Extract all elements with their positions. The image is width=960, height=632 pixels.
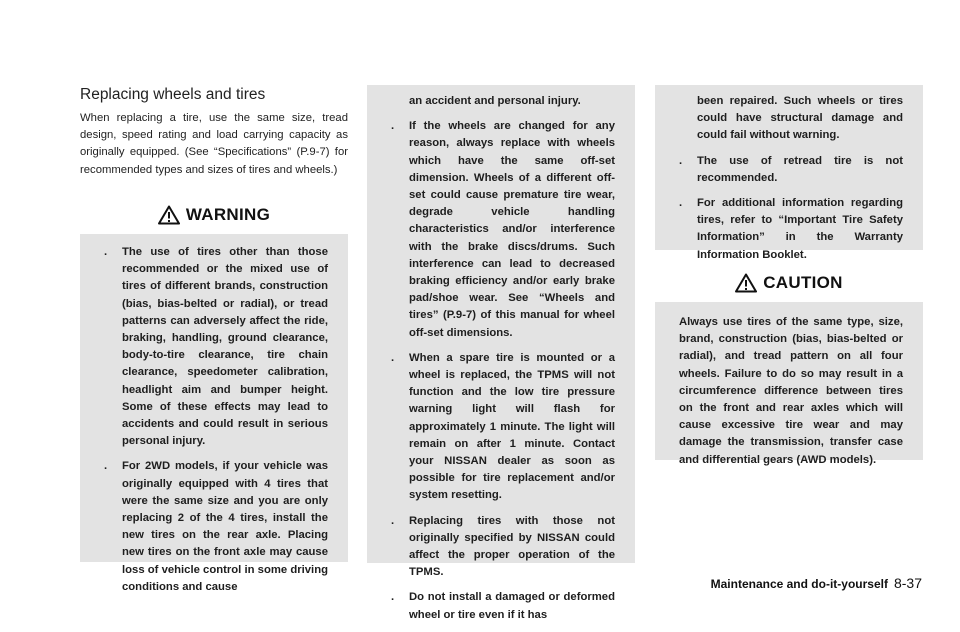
warning-box-col1 <box>80 196 348 593</box>
warning-triangle-icon <box>158 205 180 225</box>
warning-item: . Replacing tires with those not originally specified by NISSAN could affect the proper operation of the TPMS. <box>391 514 615 579</box>
caution-triangle-icon <box>735 273 757 293</box>
page-footer <box>711 575 922 591</box>
warning-box-col2 <box>367 85 635 621</box>
warning-item: . For additional information regarding tires, refer to “Important Tire Safety Information” in the Warranty Information Booklet. <box>679 197 903 261</box>
warning-title: WARNING <box>185 205 271 224</box>
warning-item: . Do not install a damaged or deformed wheel or tire even if it has <box>391 591 615 621</box>
warning-item: . For 2WD models, if your vehicle was originally equipped with 4 tires that were the same size and you are only replacing 2 of the 4 tires, install the new tires on the rear axle. Placing new tires on the front axle may cause loss of vehicle control in some driving conditions and cause <box>104 460 328 593</box>
warning-item: . The use of tires other than those recommended or the mixed use of tires of different brands, construction (bias, bias-belted or radial), or tread patterns can adversely affect the ride, braking, handling, ground clearance, body-to-tire clearance, tire chain clearance, speedometer calibration, headlight aim and bumper height. Some of these effects may lead to accidents and could result in serious personal injury. <box>104 246 328 448</box>
warning-item: . When a spare tire is mounted or a wheel is replaced, the TPMS will not function and the low tire pressure warning light will flash for approximately 1 minute. The light will remain on after 1 minute. Contact your NISSAN dealer as soon as possible for tire replacement and/or system resetting. <box>391 351 615 502</box>
footer-section-title: Maintenance and do-it-yourself <box>710 577 888 591</box>
caution-header <box>655 264 923 302</box>
warning-item: . The use of retread tire is not recommended. <box>679 154 903 184</box>
warning-header <box>80 196 348 234</box>
warning-continuation: been repaired. Such wheels or tires could have structural damage and could fail without warning. <box>697 95 903 142</box>
caution-text: Always use tires of the same type, size, brand, construction (bias, bias-belted or radial), and tread pattern on all four wheels. Failure to do so may result in a circumference difference between tires on the front and rear axles which will cause excessive tire wear and may damage the transmission, transfer case and differential gears (AWD models). <box>679 316 903 466</box>
caution-title: CAUTION <box>763 273 843 292</box>
warning-item: . If the wheels are changed for any reason, always replace with wheels which have the same off-set dimension. Wheels of a different off-set could cause premature tire wear, degrade vehicle handling characteristics and/or interference with the brake discs/drums. Such interference can lead to decreased braking efficiency and/or early brake pad/shoe wear. See “Wheels and tires” (P.9-7) of this manual for wheel off-set dimensions. <box>391 120 615 339</box>
warning-continuation: an accident and personal injury. <box>409 95 581 107</box>
intro-paragraph: When replacing a tire, use the same size, tread design, speed rating and load carrying capacity as originally equipped. (See “Specifications” (P.9-7) for recommended types and sizes of tires and wheels.) <box>80 112 348 176</box>
section-heading: Replacing wheels and tires <box>80 86 266 103</box>
caution-box <box>655 264 923 466</box>
page-number: 8-37 <box>893 575 922 591</box>
warning-box-col3 <box>655 85 923 261</box>
